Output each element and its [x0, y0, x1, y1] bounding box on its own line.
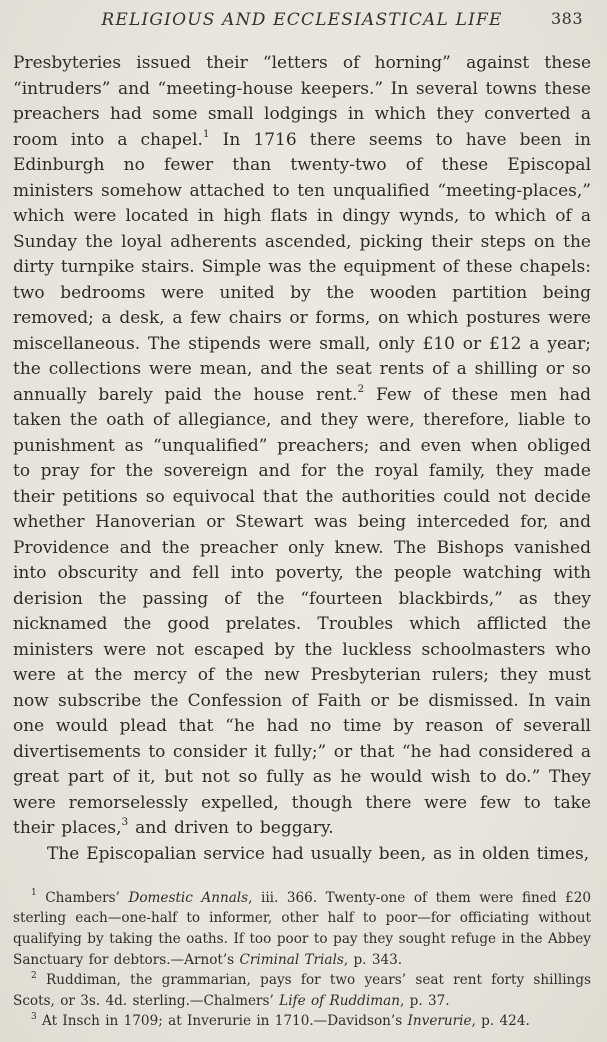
italic-text: Criminal Trials	[239, 951, 344, 968]
footnote	[13, 1011, 591, 1032]
footnote-marker: 3	[31, 1011, 37, 1022]
text-run: , p. 343.	[343, 951, 403, 968]
text-run: , p. 424.	[471, 1013, 530, 1030]
footnote-marker: 1	[31, 888, 37, 899]
text-run: Few of these men had taken the oath of allegiance, and they were, therefore, liable to punishment as “unqualified” preachers; and even when obliged to pray for the sovereign and for the royal family, they made their petitions so equivocal that the authorities could not decide whether Hanoverian or Stewart was being interceded for, and Providence and the preacher only knew. The Bishops vanished into obscurity and fell into poverty, the people watching with derision the passing of the “fourteen blackbirds,” as they nicknamed the good prelates. Troubles which afflicted the ministers were not escaped by the luckless schoolmasters who were at the mercy of the new Presbyterian rulers; they must now subscribe the Confession of Faith or be dismissed. In vain one would plead that “he had no time by reason of severall divertisements to consider it fully;” or that “he had considered a great part of it, but not so fully as he would wish to do.” They were remorselessly expelled, though there were few to take their places,	[13, 384, 592, 838]
italic-text: Domestic Annals	[128, 889, 249, 906]
text-run: , iii. 366. Twenty-one of them were fined £20 sterling each—one-half to informer, other half to poor—for officiating without qualifying by taking the oaths. If too poor to pay they sought refuge in the Abbey Sanctuary for debtors.—Arnot’s	[13, 889, 591, 968]
text-run: Ruddiman, the grammarian, pays for two years’ seat rent forty shillings Scots, or 3s. 4d. sterling.—Chalmers’	[13, 972, 591, 1009]
text-run: The Episcopalian service had usually been, as in olden times,	[47, 843, 590, 864]
text-run: At Insch in 1709; at Inverurie in 1710.—Davidson’s	[36, 1013, 408, 1030]
text-run: In 1716 there seems to have been in Edinburgh no fewer than twenty-two of these Episcopal ministers somehow attached to ten unqualified “meeting-places,” which were located in high flats in dingy wynds, to which of a Sunday the loyal adherents ascended, picking their steps on the dirty turnpike stairs. Simple was the equipment of these chapels: two bedrooms were united by the wooden partition being removed; a desk, a few chairs or forms, on which postures were miscellaneous. The stipends were small, only £10 or £12 a year; the collections were mean, and the seat rents of a shilling or so annually barely paid the house rent.	[13, 129, 592, 405]
page-number: 383	[550, 9, 583, 28]
text-run: , p. 37.	[399, 992, 450, 1009]
body-text	[13, 51, 591, 867]
footnote-marker: 2	[357, 382, 365, 395]
italic-text: Inverurie	[407, 1013, 472, 1030]
paragraph	[13, 51, 591, 842]
text-run: Presbyteries issued their “letters of horning” against these “intruders” and “meeting-house keepers.” In several towns these preachers had some small lodgings in which they converted a room into a chapel.	[13, 53, 591, 150]
footnote	[13, 970, 591, 1011]
running-title: RELIGIOUS AND ECCLESIASTICAL LIFE	[101, 10, 503, 30]
paragraph	[13, 842, 591, 868]
footnote-marker: 3	[121, 816, 129, 829]
footnote-marker: 2	[31, 970, 37, 981]
footnotes	[13, 878, 591, 1032]
text-run: Chambers’	[36, 889, 129, 906]
italic-text: Life of Ruddiman	[279, 992, 400, 1009]
text-run: and driven to beggary.	[128, 818, 334, 838]
footnote	[13, 888, 591, 970]
page-header	[13, 8, 591, 30]
footnote-marker: 1	[202, 127, 210, 140]
